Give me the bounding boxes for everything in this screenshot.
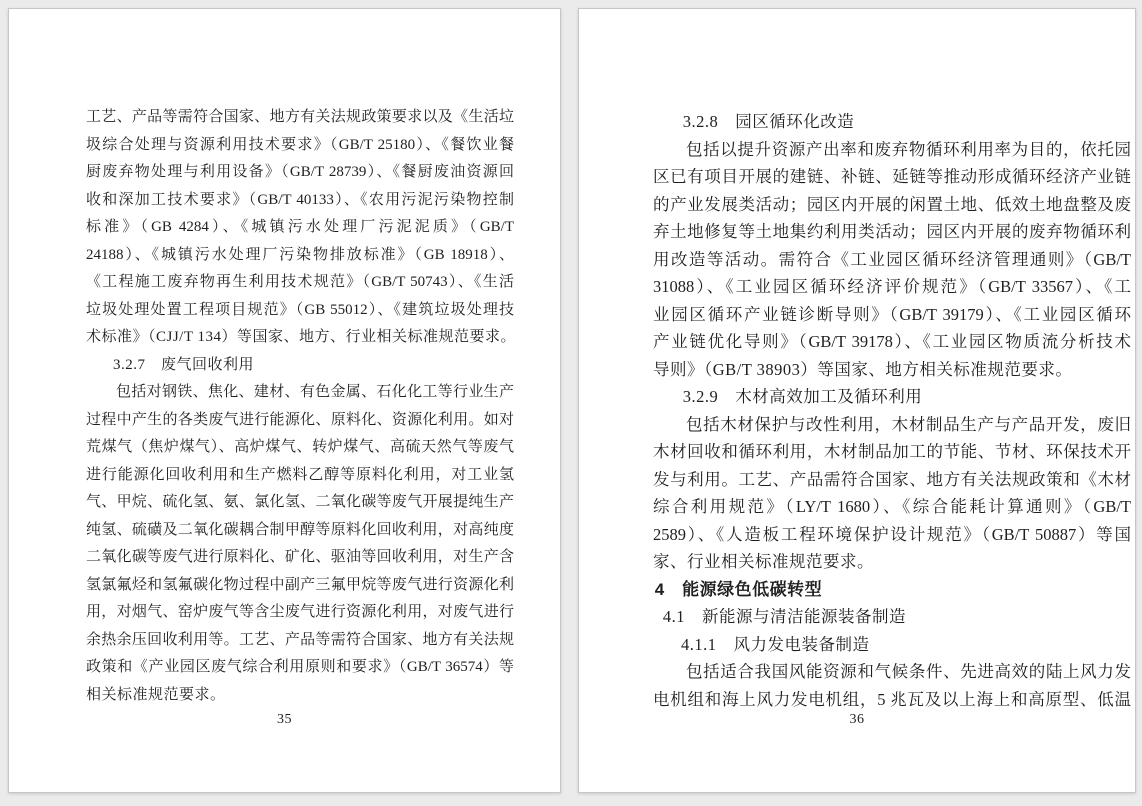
text-line: 二氧化碳等废气进行原料化、矿化、驱油等回收利用，对生产含: [86, 549, 514, 565]
text-line: 包括适合我国风能资源和气候条件、先进高效的陆上风力发: [686, 662, 1131, 681]
document-page-36: [578, 8, 1136, 793]
section-heading: 3.2.7 废气回收利用: [113, 356, 255, 373]
text-line: 工艺、产品等需符合国家、地方有关法规政策要求以及《生活垃: [86, 109, 514, 125]
section-heading: 4.1.1 风力发电装备制造: [681, 634, 870, 654]
text-line: 的产业发展类活动；园区内开展的闲置土地、低效土地盘整及废: [653, 194, 1131, 214]
text-line: 区已有项目开展的建链、补链、延链等推动形成循环经济产业链: [653, 167, 1131, 186]
text-line: 荒煤气（焦炉煤气）、高炉煤气、转炉煤气、高硫天然气等废气: [86, 439, 514, 455]
text-line: 标准》（GB 4284）、《城镇污水处理厂污泥泥质》（GB/T: [86, 219, 514, 235]
text-line: 24188）、《城镇污水处理厂污染物排放标准》（GB 18918）、: [86, 246, 514, 263]
text-line: 余热余压回收利用等。工艺、产品等需符合国家、地方有关法规: [86, 631, 514, 648]
text-line: 厨废弃物处理与利用设备》（GB/T 28739）、《餐厨废油资源回: [86, 164, 514, 180]
page-lines: [653, 108, 1131, 713]
section-heading: 3.2.9 木材高效加工及循环利用: [682, 387, 923, 406]
section-heading: 3.2.8 园区循环化改造: [682, 112, 855, 131]
text-line: 木材回收和循环利用，木材制品加工的节能、节材、环保技术开: [653, 442, 1131, 461]
text-line: 包括木材保护与改性利用，木材制品生产与产品开发，废旧: [686, 414, 1131, 434]
text-line: 气、甲烷、硫化氢、氨、氯化氢、二氧化碳等废气开展提纯生产: [86, 494, 514, 510]
page-number: 36: [849, 712, 865, 727]
text-line: 电机组和海上风力发电机组，5 兆瓦及以上海上和高原型、低温: [653, 689, 1131, 709]
text-line: 31088）、《工业园区循环经济评价规范》（GB/T 33567）、《工: [653, 277, 1131, 296]
text-line: 导则》（GB/T 38903）等国家、地方相关标准规范要求。: [653, 359, 1073, 379]
text-line: 综合利用规范》（LY/T 1680）、《综合能耗计算通则》（GB/T: [653, 497, 1131, 516]
text-line: 政策和《产业园区废气综合利用原则和要求》（GB/T 36574）等: [86, 659, 514, 675]
chapter-heading: 4 能源绿色低碳转型: [654, 579, 823, 599]
text-line: 用，对烟气、窑炉废气等含尘废气进行资源化利用，对废气进行: [86, 604, 514, 620]
text-line: 产业链优化导则》（GB/T 39178）、《工业园区物质流分析技术: [653, 332, 1131, 351]
text-line: 弃土地修复等土地集约利用类活动；园区内开展的废弃物循环利: [653, 222, 1131, 241]
text-line: 进行能源化回收利用和生产燃料乙醇等原料化利用，对工业氢: [86, 466, 514, 483]
text-line: 业园区循环产业链诊断导则》（GB/T 39179）、《工业园区循环: [653, 304, 1131, 324]
text-line: 发与利用。工艺、产品需符合国家、地方有关法规政策和《木材: [653, 469, 1131, 489]
text-line: 相关标准规范要求。: [86, 686, 226, 703]
text-line: 《工程施工废弃物再生利用技术规范》（GB/T 50743）、《生活: [86, 274, 514, 290]
text-line: 2589）、《人造板工程环境保护设计规范》（GB/T 50887）等国: [653, 524, 1131, 544]
text-line: 垃圾处理处置工程项目规范》（GB 55012）、《建筑垃圾处理技: [86, 301, 514, 318]
text-line: 氢氯氟烃和氢氟碳化物过程中副产三氟甲烷等废气进行资源化利: [86, 576, 514, 593]
text-line: 用改造等活动。需符合《工业园区循环经济管理通则》（GB/T: [653, 249, 1131, 269]
text-line: 收和深加工技术要求》（GB/T 40133）、《农用污泥污染物控制: [86, 191, 514, 208]
section-heading: 4.1 新能源与清洁能源装备制造: [662, 607, 907, 626]
text-line: 术标准》（CJJ/T 134）等国家、地方、行业相关标准规范要求。: [86, 329, 516, 345]
page-lines: [86, 104, 514, 709]
text-line: 过程中产生的各类废气进行能源化、原料化、资源化利用。如对: [86, 411, 514, 428]
text-line: 包括对钢铁、焦化、建材、有色金属、石化化工等行业生产: [116, 384, 514, 400]
document-page-35: [8, 8, 561, 793]
text-line: 圾综合处理与资源利用技术要求》（GB/T 25180）、《餐饮业餐: [86, 136, 514, 153]
page-number: 35: [277, 712, 292, 727]
text-line: 包括以提升资源产出率和废弃物循环利用率为目的，依托园: [686, 139, 1131, 159]
text-line: 家、行业相关标准规范要求。: [653, 552, 874, 571]
text-line: 纯氢、硫磺及二氧化碳耦合制甲醇等原料化回收利用，对高纯度: [86, 521, 514, 538]
